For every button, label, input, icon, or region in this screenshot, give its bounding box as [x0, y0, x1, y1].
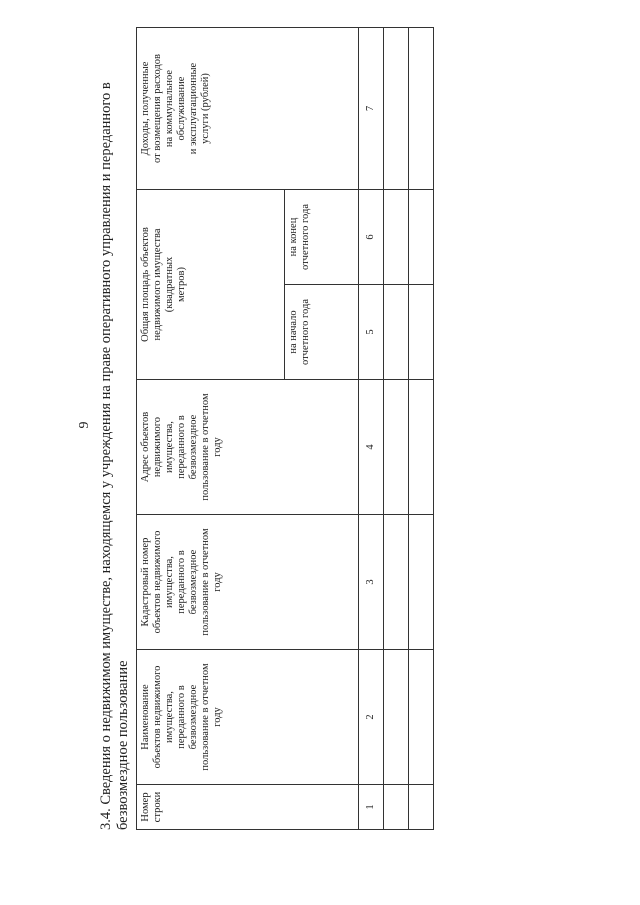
header-object-name: Наименование объектов недвижимого имущества, переданного в безвозмездное пользование в отчетном году: [137, 650, 359, 785]
table-cell: [384, 380, 409, 515]
table-cell: [384, 650, 409, 785]
header-area-start: на начало отчетного года: [285, 285, 359, 380]
table-cell: [384, 785, 409, 830]
table-cell: [409, 785, 434, 830]
table-cell: [409, 285, 434, 380]
table-cell: [384, 28, 409, 190]
table-cell: [384, 515, 409, 650]
property-table: [136, 27, 434, 830]
table-cell: [384, 285, 409, 380]
table-cell: [384, 190, 409, 285]
header-row-number: Номер строки: [137, 785, 359, 830]
header-income: Доходы, полученные от возмещения расходов на коммунальное обслуживание и эксплуатационные услуги (рублей): [137, 28, 359, 190]
column-number-cell: 2: [359, 650, 384, 785]
header-object-address: Адрес объектов недвижимого имущества, переданного в безвозмездное пользование в отчетном году: [137, 380, 359, 515]
header-total-area: Общая площадь объектов недвижимого имущества (квадратных метров): [137, 190, 285, 380]
table-row: [384, 28, 409, 830]
table-cell: [409, 515, 434, 650]
header-row: [137, 28, 285, 830]
column-number-cell: 4: [359, 380, 384, 515]
header-cadastral-number: Кадастровый номер объектов недвижимого имущества, переданного в безвозмездное пользование в отчетном году: [137, 515, 359, 650]
table-cell: [409, 650, 434, 785]
column-number-cell: 7: [359, 28, 384, 190]
table-cell: [409, 28, 434, 190]
column-number-cell: 5: [359, 285, 384, 380]
table-cell: [409, 380, 434, 515]
page-number: 9: [77, 421, 92, 429]
column-number-cell: 6: [359, 190, 384, 285]
column-number-cell: 3: [359, 515, 384, 650]
table-row: [409, 28, 434, 830]
section-title: 3.4. Сведения о недвижимом имуществе, находящемся у учреждения на праве оперативного управления и переданного в безвозмездное пользование: [98, 82, 131, 830]
table-cell: [409, 190, 434, 285]
column-numbers-row: [359, 28, 384, 830]
rotated-page-content: [78, 20, 578, 830]
header-area-end: на конец отчетного года: [285, 190, 359, 285]
column-number-cell: 1: [359, 785, 384, 830]
